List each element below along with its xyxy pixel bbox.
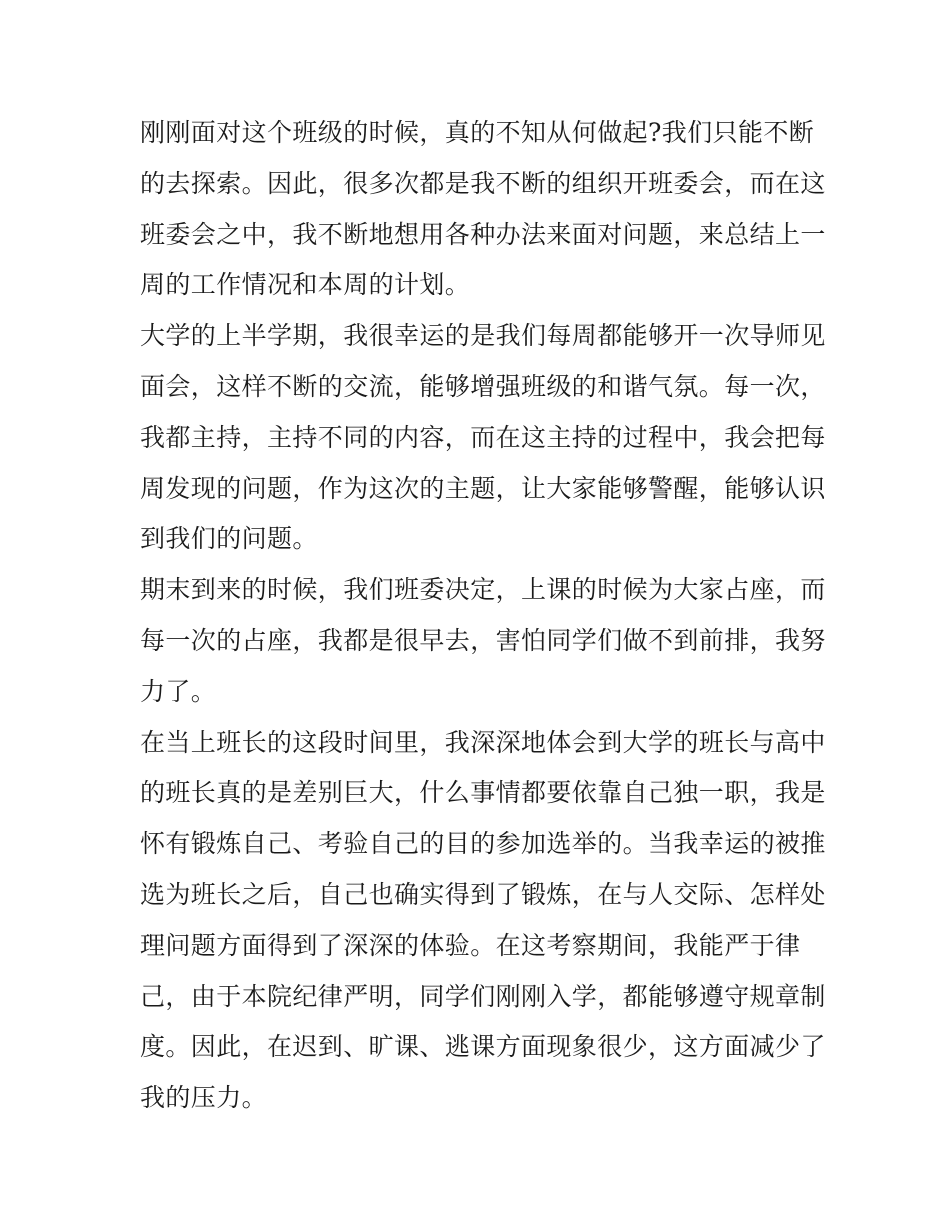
paragraph-3 — [140, 565, 826, 717]
paragraph-2 — [140, 311, 826, 565]
text-line: 理问题方面得到了深深的体验。在这考察期间，我能严于律 — [140, 930, 801, 960]
text-line: 的去探索。因此，很多次都是我不断的组织开班委会，而在这 — [140, 168, 826, 198]
text-line: 周发现的问题，作为这次的主题，让大家能够警醒，能够认识 — [140, 473, 826, 503]
document-body — [140, 108, 826, 1124]
text-line: 我都主持，主持不同的内容，而在这主持的过程中，我会把每 — [140, 422, 826, 452]
text-line: 度。因此，在迟到、旷课、逃课方面现象很少，这方面减少了 — [140, 1032, 826, 1062]
paragraph-1 — [140, 108, 826, 311]
text-line: 面会，这样不断的交流，能够增强班级的和谐气氛。每一次， — [140, 371, 826, 401]
text-line: 怀有锻炼自己、考验自己的目的参加选举的。当我幸运的被推 — [140, 829, 826, 859]
text-line: 刚刚面对这个班级的时候，真的不知从何做起?我们只能不断 — [140, 118, 815, 147]
text-line: 大学的上半学期，我很幸运的是我们每周都能够开一次导师见 — [140, 321, 826, 351]
text-line: 每一次的占座，我都是很早去，害怕同学们做不到前排，我努 — [140, 625, 826, 655]
text-line: 周的工作情况和本周的计划。 — [140, 270, 471, 300]
text-line: 力了。 — [140, 676, 217, 706]
text-line: 的班长真的是差别巨大，什么事情都要依靠自己独一职，我是 — [140, 778, 826, 808]
text-line: 选为班长之后，自己也确实得到了锻炼，在与人交际、怎样处 — [140, 879, 826, 909]
paragraph-4 — [140, 718, 826, 1124]
text-line: 在当上班长的这段时间里，我深深地体会到大学的班长与高中 — [140, 727, 826, 757]
text-line: 班委会之中，我不断地想用各种办法来面对问题，来总结上一 — [140, 219, 826, 249]
text-line: 期末到来的时候，我们班委决定，上课的时候为大家占座，而 — [140, 575, 826, 605]
text-line: 到我们的问题。 — [140, 524, 318, 554]
text-line: 我的压力。 — [140, 1083, 268, 1113]
text-line: 己，由于本院纪律严明，同学们刚刚入学，都能够遵守规章制 — [140, 981, 826, 1011]
